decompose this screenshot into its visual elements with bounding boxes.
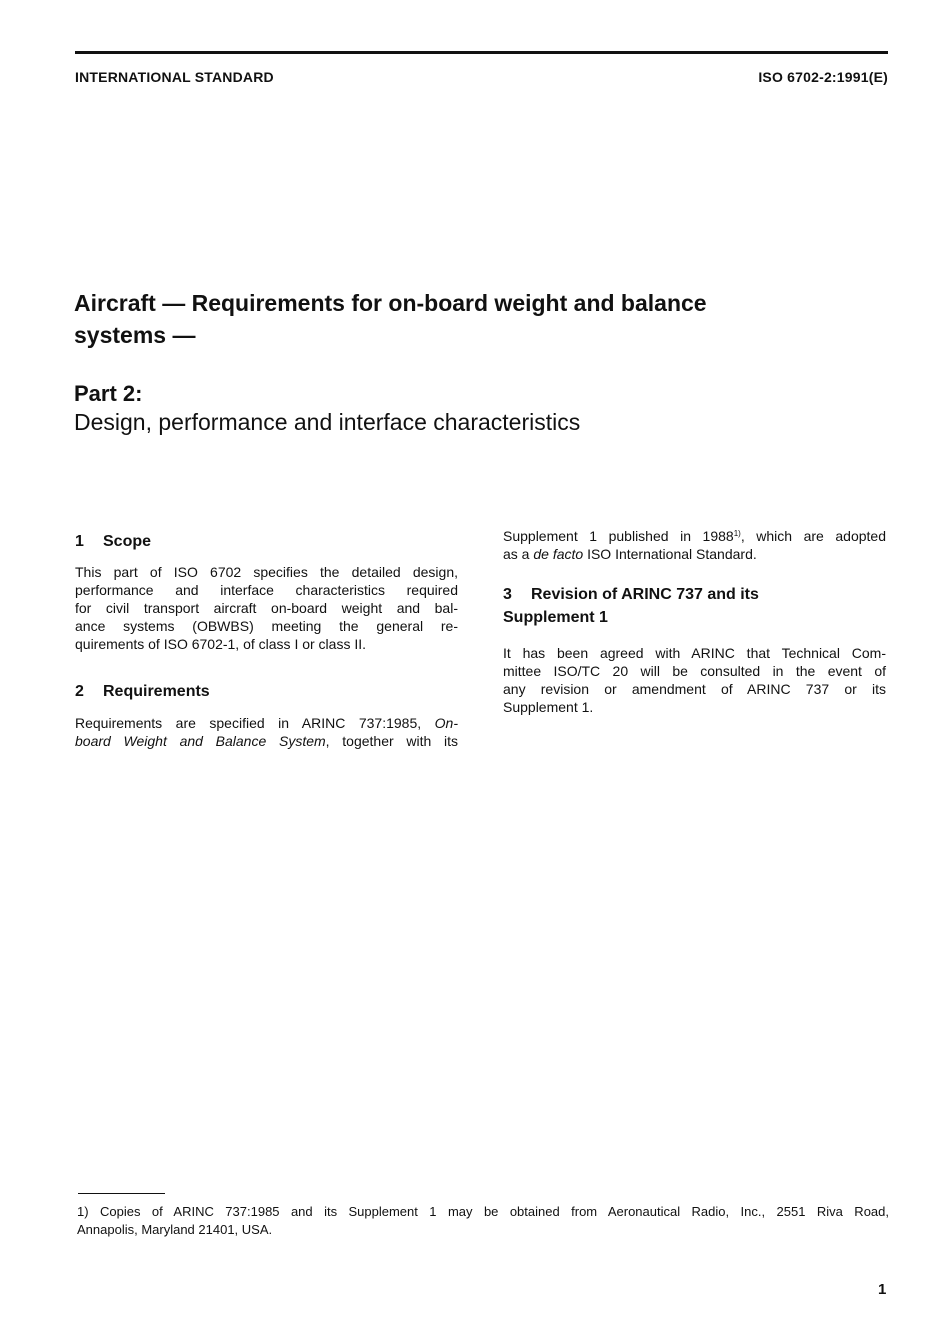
- text-line: [75, 563, 458, 581]
- text-segment: It has been agreed with ARINC that Technical Com-: [503, 645, 886, 661]
- section-heading: [75, 530, 458, 553]
- text-segment: board Weight and Balance System: [75, 733, 326, 749]
- section-2-continued: [503, 525, 886, 563]
- section-heading: [75, 680, 458, 703]
- page-number: 1: [878, 1281, 887, 1298]
- text-line: [503, 698, 886, 716]
- text-segment: quirements of ISO 6702-1, of class I or class II.: [75, 636, 367, 652]
- text-segment: ance systems (OBWBS) meeting the general re-: [75, 618, 458, 634]
- text-segment: Supplement 1 published in 1988: [503, 528, 734, 544]
- section-number: 3: [503, 586, 512, 603]
- part-label: Part 2:: [74, 381, 143, 406]
- text-line: [75, 635, 458, 653]
- document-type: INTERNATIONAL STANDARD: [75, 69, 274, 85]
- section-heading: [503, 583, 886, 629]
- section-paragraph: [503, 525, 886, 563]
- document-number: ISO 6702-2:1991(E): [758, 69, 888, 85]
- text-segment: Supplement 1.: [503, 699, 594, 715]
- text-line: [503, 525, 886, 545]
- text-line: [75, 581, 458, 599]
- text-segment: , which are adopted: [740, 528, 886, 544]
- text-segment: for civil transport aircraft on-board weight and bal-: [75, 600, 458, 616]
- text-line: [503, 662, 886, 680]
- title-line: systems —: [74, 322, 196, 348]
- text-line: [75, 732, 458, 750]
- text-segment: , together with its: [325, 733, 459, 749]
- section-1: [75, 530, 458, 653]
- text-line: [503, 644, 886, 662]
- text-segment: ISO International Standard.: [583, 546, 757, 562]
- text-segment: On-: [434, 715, 458, 731]
- text-segment: mittee ISO/TC 20 will be consulted in the event of: [503, 663, 886, 679]
- footnote-rule: [78, 1193, 165, 1194]
- part-subtitle: Design, performance and interface characteristics: [74, 409, 581, 435]
- section-number: 2: [75, 683, 84, 700]
- document-title: [74, 287, 834, 351]
- text-line: [503, 545, 886, 563]
- section-title: Revision of ARINC 737 and its: [531, 586, 759, 603]
- section-title: Supplement 1: [503, 609, 608, 626]
- footnote-reference: 1): [733, 529, 741, 538]
- footnote-line: 1) Copies of ARINC 737:1985 and its Supplement 1 may be obtained from Aeronautical Radio, Inc., 2551 Riva Road,: [77, 1204, 889, 1219]
- text-segment: This part of ISO 6702 specifies the detailed design,: [75, 564, 458, 580]
- section-title: Requirements: [103, 683, 210, 700]
- text-line: [503, 680, 886, 698]
- section-paragraph: [75, 714, 458, 750]
- section-paragraph: [503, 644, 886, 716]
- section-3: [503, 583, 886, 716]
- text-segment: de facto: [533, 546, 584, 562]
- section-number: 1: [75, 533, 84, 550]
- footnote: [77, 1203, 889, 1239]
- title-line: Aircraft — Requirements for on-board weight and balance: [74, 290, 707, 316]
- section-paragraph: [75, 563, 458, 653]
- text-segment: performance and interface characteristics required: [75, 582, 458, 598]
- section-title: Scope: [103, 533, 152, 550]
- footnote-line: Annapolis, Maryland 21401, USA.: [77, 1222, 273, 1237]
- text-line: [75, 599, 458, 617]
- text-segment: as a: [503, 546, 534, 562]
- header-rule: [75, 51, 888, 54]
- text-line: [75, 714, 458, 732]
- section-2: [75, 680, 458, 750]
- text-line: [75, 617, 458, 635]
- text-segment: any revision or amendment of ARINC 737 or its: [503, 681, 886, 697]
- text-segment: Requirements are specified in ARINC 737:1985,: [75, 715, 435, 731]
